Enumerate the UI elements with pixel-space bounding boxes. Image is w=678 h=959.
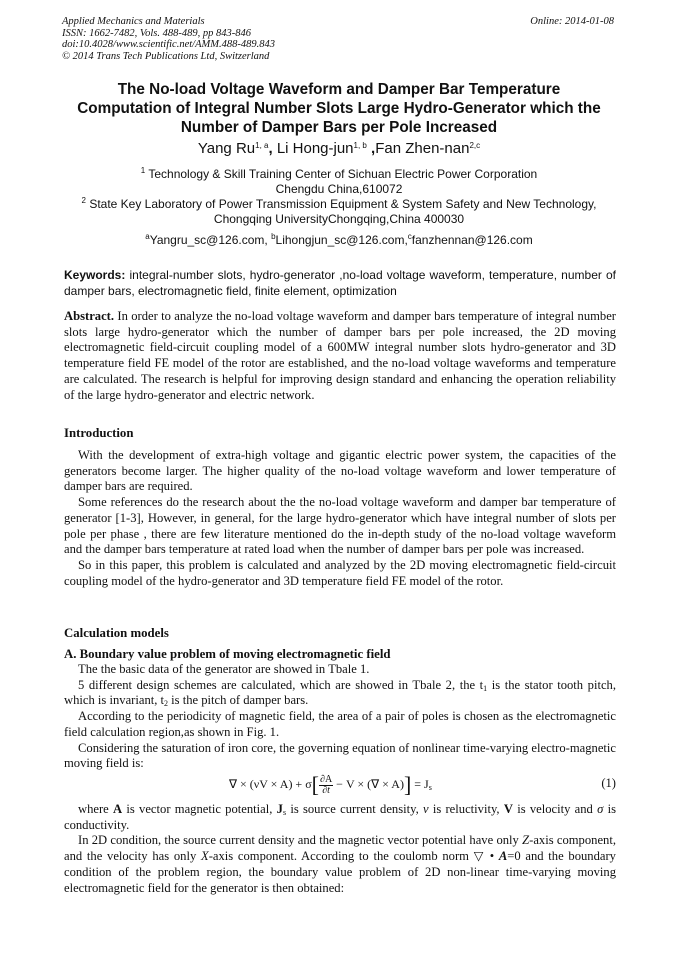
abstract-label: Abstract.	[64, 309, 115, 323]
keywords	[64, 268, 616, 299]
subsection-heading: A. Boundary value problem of moving electromagnetic field	[64, 647, 391, 661]
email-link: fanzhennan@126.com	[411, 233, 533, 247]
author-name: Li Hong-jun	[276, 140, 354, 157]
abstract	[64, 309, 616, 403]
email-link: Lihongjun_sc@126.com,	[275, 233, 408, 247]
paper-title	[62, 80, 616, 137]
paragraph: Considering the saturation of iron core, the governing equation of nonlinear time-varying electro-magnetic moving field is:	[64, 740, 616, 771]
abstract-text: In order to analyze the no-load voltage waveform and damper bars temperature of integral number slots large hydro-generator which the number of damper bars per pole increased, the 2D moving electromagnetic field-circuit coupling model of a 600MW integral number slots hydro-generator and 3D temperature field FE model of the rotor are established, and the no-load voltage waveforms and temperature are calculated. The research is helpful for improving design standard and enhancing the operation reliability of the large hydro-generator and electric network.	[64, 309, 616, 402]
online-date: Online: 2014-01-08	[530, 16, 614, 27]
author-sup: 1, b	[353, 141, 367, 150]
journal-header	[62, 16, 275, 62]
title-line: Number of Damper Bars per Pole Increased	[180, 119, 498, 136]
paragraph: 5 different design schemes are calculated, which are showed in Tbale 2, the $t_1$ is the stator tooth pitch, which is invariant, $t_2$ is the pitch of damper bars.	[64, 677, 616, 709]
email-link: Yangru_sc@126.com,	[149, 233, 268, 247]
paragraph: In 2D condition, the source current density and the magnetic vector potential have only Z-axis component, and the velocity has only X-axis component. According to the coulomb norm ▽ • A=0 and the boundary condition of the problem region, the boundary value problem of 2D non-linear time-varying moving electromagnetic field for the generator is then obtained:	[64, 833, 616, 895]
equation-expression: ∇ × (νV × A) + σ[ $\frac{\partial A}{\partial t}$ − V × (∇ × $A)] = J_s$	[229, 772, 432, 797]
equation-number: (1)	[601, 776, 616, 790]
doi: doi:10.4028/www.scientific.net/AMM.488-489.843	[62, 39, 275, 50]
journal-name: Applied Mechanics and Materials	[62, 16, 205, 27]
author-sup: 2,c	[469, 141, 481, 150]
equation-1	[64, 770, 616, 796]
author-list: Yang Ru$^{1, a}$, Li Hong-jun$^{1, b}$ ,Fan Zhen-nan$^{2,c}$	[197, 140, 481, 157]
introduction-body	[64, 448, 616, 589]
fraction: $\frac{\partial A}{\partial t}$	[320, 773, 333, 796]
author-sup: 1, a	[255, 141, 269, 150]
section-heading-calculation-models: Calculation models	[64, 626, 169, 640]
calculation-body	[64, 662, 616, 772]
keywords-label: Keywords:	[64, 268, 126, 282]
title-line: Computation of Integral Number Slots Large Hydro-Generator which the	[77, 100, 601, 117]
calculation-body-continued	[64, 802, 616, 896]
paragraph: The the basic data of the generator are showed in Tbale 1.	[78, 662, 370, 676]
paragraph: So in this paper, this problem is calculated and analyzed by the 2D moving electromagnetic field-circuit coupling model of the hydro-generator and 3D temperature field FE model of the rotor.	[64, 557, 616, 588]
keywords-text: integral-number slots, hydro-generator ,no-load voltage waveform, temperature, number of damper bars, electromagnetic field, finite element, optimization	[64, 268, 616, 298]
paragraph: According to the periodicity of magnetic field, the area of a pair of poles is chosen as the electromagnetic field calculation region,as shown in Fig. 1.	[64, 709, 616, 739]
paragraph: With the development of extra-high voltage and gigantic electric power system, the capacities of the generators become larger. The higher quality of the no-load voltage waveform and lower temperature of damper bars are required.	[64, 448, 616, 494]
affiliation-2: $^2$ State Key Laboratory of Power Transmission Equipment & System Safety and New Technology, Chongqing UniversityChongqing,China 400030	[81, 196, 597, 226]
affiliation-1: $^1$ Technology & Skill Training Center of Sichuan Electric Power Corporation Chengdu China,610072	[140, 166, 538, 196]
author-emails: $^a$Yangru_sc@126.com, $^b$Lihongjun_sc@126.com,$^c$fanzhennan@126.com	[145, 232, 533, 247]
title-line: The No-load Voltage Waveform and Damper Bar Temperature	[117, 81, 561, 98]
author-name: Fan Zhen-nan	[375, 140, 470, 157]
copyright: © 2014 Trans Tech Publications Ltd, Switzerland	[62, 50, 270, 62]
author-name: Yang Ru	[197, 140, 256, 157]
issn: ISSN: 1662-7482, Vols. 488-489, pp 843-846	[62, 27, 251, 39]
section-heading-introduction: Introduction	[64, 426, 134, 440]
paragraph: Some references do the research about the the no-load voltage waveform and damper bar temperature of generator [1-3], However, in general, for the large hydro-generator which have integral number of slots per pole per phase , there are few literature mentioned do the in-depth study of the no-load voltage waveform and the damper bars temperature at rated load when the number of damper bars per pole was increased.	[64, 495, 616, 557]
paragraph: where A is vector magnetic potential, $J_s$ is source current density, ν is reluctivity, V is velocity and σ is conductivity.	[64, 802, 616, 832]
